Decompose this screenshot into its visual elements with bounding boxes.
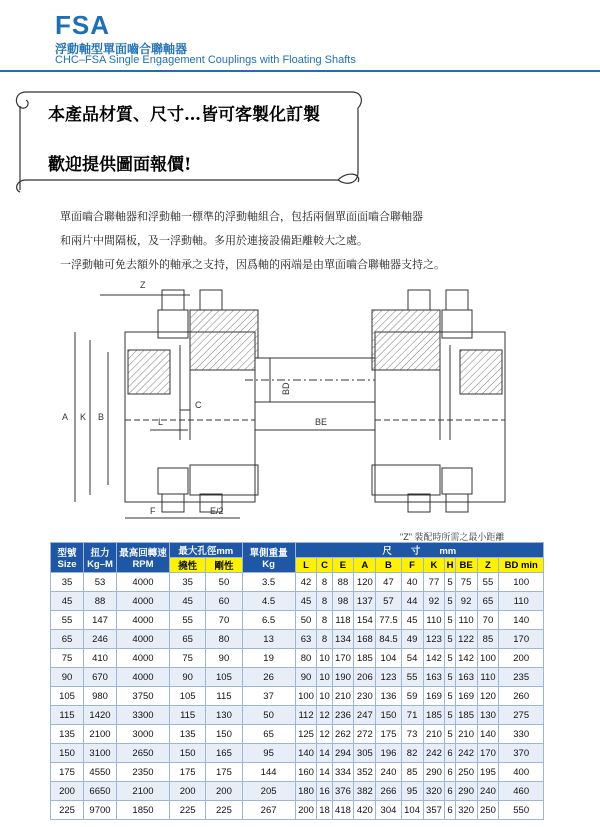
table-row: [51, 725, 544, 744]
table-cell: 4000: [117, 649, 170, 668]
table-cell: 170: [499, 630, 544, 649]
col-dim-bd-min: BD min: [499, 558, 544, 573]
col-dim-f: F: [401, 558, 423, 573]
table-cell: 200: [170, 782, 206, 801]
table-cell: 10: [317, 649, 332, 668]
table-cell: 10: [317, 668, 332, 687]
table-cell: 210: [423, 725, 445, 744]
table-cell: 3000: [117, 725, 170, 744]
table-cell: 240: [376, 763, 401, 782]
table-cell: 185: [354, 649, 376, 668]
table-cell: 4000: [117, 630, 170, 649]
table-cell: 320: [423, 782, 445, 801]
table-row: [51, 763, 544, 782]
dim-label-k: K: [80, 412, 87, 422]
table-cell: 175: [376, 725, 401, 744]
table-cell: 8: [317, 630, 332, 649]
table-cell: 206: [354, 668, 376, 687]
table-cell: 5: [445, 725, 455, 744]
table-cell: 65: [477, 592, 499, 611]
table-cell: 1420: [84, 706, 117, 725]
table-cell: 120: [354, 573, 376, 592]
dim-label-z: Z: [140, 280, 146, 290]
table-cell: 6: [445, 801, 455, 820]
table-row: [51, 630, 544, 649]
table-cell: 163: [455, 668, 477, 687]
table-cell: 85: [401, 763, 423, 782]
col-rpm: 最高回轉速 RPM: [117, 543, 170, 573]
table-row: [51, 801, 544, 820]
table-cell: 118: [332, 611, 354, 630]
table-cell: 260: [499, 687, 544, 706]
table-cell: 50: [206, 573, 242, 592]
table-cell: 250: [477, 801, 499, 820]
catalog-header: [0, 0, 600, 72]
table-cell: 14: [317, 744, 332, 763]
col-weight: 單側重量 Kg: [242, 543, 295, 573]
col-dim-a: A: [354, 558, 376, 573]
table-cell: 230: [354, 687, 376, 706]
table-cell: 2100: [84, 725, 117, 744]
table-cell: 57: [376, 592, 401, 611]
table-cell: 6: [445, 744, 455, 763]
table-cell: 200: [295, 801, 317, 820]
dim-label-l: L: [158, 417, 164, 427]
table-cell: 352: [354, 763, 376, 782]
dim-label-a: A: [62, 412, 69, 422]
table-cell: 320: [455, 801, 477, 820]
col-bore-flex: 撓性: [170, 558, 206, 573]
table-cell: 12: [317, 706, 332, 725]
table-cell: 6: [445, 763, 455, 782]
table-cell: 123: [376, 668, 401, 687]
table-cell: 142: [423, 649, 445, 668]
table-cell: 170: [477, 744, 499, 763]
table-cell: 130: [206, 706, 242, 725]
table-cell: 92: [423, 592, 445, 611]
table-row: [51, 668, 544, 687]
table-cell: 5: [445, 687, 455, 706]
table-cell: 2650: [117, 744, 170, 763]
table-cell: 250: [455, 763, 477, 782]
description-line-1: 單面嚙合聯軸器和浮動軸一標準的浮動軸組合，包括兩個單面面嚙合聯軸器: [60, 211, 423, 223]
table-cell: 136: [376, 687, 401, 706]
dim-label-c: C: [195, 400, 202, 410]
table-cell: 330: [499, 725, 544, 744]
table-cell: 290: [423, 763, 445, 782]
table-cell: 65: [242, 725, 295, 744]
table-cell: 169: [455, 687, 477, 706]
table-cell: 110: [423, 611, 445, 630]
table-cell: 98: [332, 592, 354, 611]
table-cell: 80: [206, 630, 242, 649]
table-row: [51, 744, 544, 763]
table-cell: 50: [295, 611, 317, 630]
table-cell: 1850: [117, 801, 170, 820]
table-cell: 122: [455, 630, 477, 649]
table-cell: 420: [354, 801, 376, 820]
product-title-cn: 浮動軸型單面嚙合聯軸器: [55, 42, 188, 56]
table-cell: 290: [455, 782, 477, 801]
table-cell: 105: [51, 687, 84, 706]
col-dim-z: Z: [477, 558, 499, 573]
table-cell: 160: [295, 763, 317, 782]
table-cell: 70: [206, 611, 242, 630]
table-cell: 4.5: [242, 592, 295, 611]
table-cell: 200: [206, 782, 242, 801]
table-cell: 45: [295, 592, 317, 611]
table-cell: 12: [317, 725, 332, 744]
table-cell: 35: [51, 573, 84, 592]
table-cell: 110: [477, 668, 499, 687]
table-cell: 242: [423, 744, 445, 763]
table-cell: 125: [295, 725, 317, 744]
col-dim-e: E: [332, 558, 354, 573]
col-bore-rigid: 剛性: [206, 558, 242, 573]
table-cell: 18: [317, 801, 332, 820]
table-cell: 55: [51, 611, 84, 630]
table-cell: 13: [242, 630, 295, 649]
table-cell: 262: [332, 725, 354, 744]
table-cell: 14: [317, 763, 332, 782]
table-cell: 37: [242, 687, 295, 706]
table-cell: 44: [401, 592, 423, 611]
quote-notice: 歡迎提供圖面報價!: [48, 155, 192, 175]
table-cell: 110: [499, 592, 544, 611]
table-row: [51, 706, 544, 725]
table-cell: 45: [401, 611, 423, 630]
table-cell: 92: [455, 592, 477, 611]
table-row: [51, 782, 544, 801]
table-cell: 980: [84, 687, 117, 706]
table-cell: 73: [401, 725, 423, 744]
table-cell: 200: [499, 649, 544, 668]
dim-label-b: B: [98, 412, 105, 422]
table-cell: 50: [242, 706, 295, 725]
table-cell: 71: [401, 706, 423, 725]
table-cell: 105: [170, 687, 206, 706]
table-cell: 225: [170, 801, 206, 820]
table-cell: 304: [376, 801, 401, 820]
table-cell: 115: [206, 687, 242, 706]
product-title-en: CHC–FSA Single Engagement Couplings with Floating Shafts: [55, 54, 356, 66]
table-cell: 169: [423, 687, 445, 706]
table-cell: 180: [295, 782, 317, 801]
table-cell: 123: [423, 630, 445, 649]
table-cell: 90: [170, 668, 206, 687]
table-row: [51, 573, 544, 592]
table-cell: 225: [206, 801, 242, 820]
table-cell: 115: [51, 706, 84, 725]
col-dim-be: BE: [455, 558, 477, 573]
table-cell: 163: [423, 668, 445, 687]
col-dim-k: K: [423, 558, 445, 573]
table-cell: 40: [401, 573, 423, 592]
table-cell: 4000: [117, 573, 170, 592]
table-cell: 195: [477, 763, 499, 782]
table-cell: 90: [206, 649, 242, 668]
table-cell: 65: [51, 630, 84, 649]
table-cell: 65: [170, 630, 206, 649]
table-cell: 235: [499, 668, 544, 687]
table-cell: 175: [206, 763, 242, 782]
table-cell: 130: [477, 706, 499, 725]
table-cell: 120: [477, 687, 499, 706]
table-cell: 5: [445, 592, 455, 611]
table-cell: 154: [354, 611, 376, 630]
table-cell: 8: [317, 592, 332, 611]
dim-label-be: BE: [315, 417, 328, 427]
table-cell: 400: [499, 763, 544, 782]
table-cell: 460: [499, 782, 544, 801]
table-cell: 267: [242, 801, 295, 820]
table-cell: 35: [170, 573, 206, 592]
table-cell: 42: [295, 573, 317, 592]
table-cell: 2100: [117, 782, 170, 801]
custom-order-notice: 本產品材質、尺寸…皆可客製化訂製: [48, 105, 320, 125]
table-cell: 53: [84, 573, 117, 592]
table-cell: 8: [317, 573, 332, 592]
dim-label-f: F: [150, 506, 156, 516]
table-cell: 6: [445, 782, 455, 801]
table-cell: 100: [499, 573, 544, 592]
table-cell: 3750: [117, 687, 170, 706]
table-cell: 142: [455, 649, 477, 668]
table-cell: 4550: [84, 763, 117, 782]
table-cell: 246: [84, 630, 117, 649]
description-line-2: 和兩片中間隔板，及一浮動軸。多用於連接設備距離較大之處。: [60, 235, 368, 247]
col-dim-b: B: [376, 558, 401, 573]
z-dimension-note: "Z" 裝配時所需之最小距離: [400, 532, 505, 542]
table-cell: 90: [51, 668, 84, 687]
table-cell: 294: [332, 744, 354, 763]
table-cell: 550: [499, 801, 544, 820]
table-cell: 105: [206, 668, 242, 687]
col-dimensions: 尺 寸 mm: [295, 543, 543, 558]
table-cell: 144: [242, 763, 295, 782]
table-cell: 90: [295, 668, 317, 687]
table-cell: 104: [401, 801, 423, 820]
table-cell: 175: [51, 763, 84, 782]
table-cell: 150: [170, 744, 206, 763]
col-dim-c: C: [317, 558, 332, 573]
table-cell: 150: [51, 744, 84, 763]
table-cell: 104: [376, 649, 401, 668]
dim-label-e2: E/2: [210, 506, 224, 516]
table-row: [51, 592, 544, 611]
table-cell: 240: [477, 782, 499, 801]
table-cell: 75: [170, 649, 206, 668]
table-cell: 247: [354, 706, 376, 725]
table-cell: 80: [295, 649, 317, 668]
table-cell: 95: [401, 782, 423, 801]
table-row: [51, 649, 544, 668]
table-cell: 376: [332, 782, 354, 801]
table-cell: 185: [423, 706, 445, 725]
table-cell: 3100: [84, 744, 117, 763]
table-cell: 4000: [117, 592, 170, 611]
table-cell: 357: [423, 801, 445, 820]
table-cell: 185: [455, 706, 477, 725]
table-cell: 45: [170, 592, 206, 611]
table-cell: 60: [206, 592, 242, 611]
table-cell: 77: [423, 573, 445, 592]
table-cell: 150: [376, 706, 401, 725]
table-cell: 5: [445, 668, 455, 687]
table-cell: 5: [445, 706, 455, 725]
table-cell: 75: [455, 573, 477, 592]
table-cell: 140: [295, 744, 317, 763]
table-cell: 168: [354, 630, 376, 649]
table-cell: 6650: [84, 782, 117, 801]
table-cell: 55: [401, 668, 423, 687]
table-cell: 5: [445, 573, 455, 592]
col-size: 型號 Size: [51, 543, 84, 573]
table-cell: 70: [477, 611, 499, 630]
table-cell: 3300: [117, 706, 170, 725]
table-cell: 9700: [84, 801, 117, 820]
table-cell: 305: [354, 744, 376, 763]
table-cell: 236: [332, 706, 354, 725]
table-cell: 6.5: [242, 611, 295, 630]
product-code: FSA: [55, 10, 110, 40]
table-row: [51, 611, 544, 630]
table-cell: 112: [295, 706, 317, 725]
table-cell: 190: [332, 668, 354, 687]
table-cell: 49: [401, 630, 423, 649]
table-cell: 2350: [117, 763, 170, 782]
table-cell: 334: [332, 763, 354, 782]
table-cell: 140: [477, 725, 499, 744]
table-cell: 5: [445, 649, 455, 668]
col-dim-l: L: [295, 558, 317, 573]
table-cell: 410: [84, 649, 117, 668]
col-bore: 最大孔徑mm: [170, 543, 243, 558]
table-cell: 95: [242, 744, 295, 763]
table-cell: 88: [84, 592, 117, 611]
table-cell: 110: [455, 611, 477, 630]
table-cell: 55: [170, 611, 206, 630]
table-cell: 4000: [117, 668, 170, 687]
table-cell: 54: [401, 649, 423, 668]
table-cell: 370: [499, 744, 544, 763]
table-cell: 55: [477, 573, 499, 592]
table-cell: 140: [499, 611, 544, 630]
table-cell: 115: [170, 706, 206, 725]
table-cell: 135: [170, 725, 206, 744]
table-cell: 670: [84, 668, 117, 687]
table-cell: 45: [51, 592, 84, 611]
table-cell: 16: [317, 782, 332, 801]
table-cell: 84.5: [376, 630, 401, 649]
table-cell: 170: [332, 649, 354, 668]
table-cell: 82: [401, 744, 423, 763]
specification-table: [50, 542, 544, 820]
table-cell: 210: [455, 725, 477, 744]
table-cell: 272: [354, 725, 376, 744]
table-cell: 150: [206, 725, 242, 744]
table-cell: 26: [242, 668, 295, 687]
coupling-drawing: [40, 270, 560, 540]
table-cell: 4000: [117, 611, 170, 630]
table-cell: 5: [445, 630, 455, 649]
table-cell: 137: [354, 592, 376, 611]
col-dim-h: H: [446, 559, 454, 571]
table-cell: 59: [401, 687, 423, 706]
table-cell: 8: [317, 611, 332, 630]
header-divider: [0, 70, 600, 72]
table-cell: 382: [354, 782, 376, 801]
table-cell: 196: [376, 744, 401, 763]
table-row: [51, 687, 544, 706]
description-line-3: 一浮動軸可免去額外的軸承之支持，因爲軸的兩端是由單面嚙合聯軸器支持之。: [60, 259, 445, 271]
table-cell: 205: [242, 782, 295, 801]
table-cell: 75: [51, 649, 84, 668]
table-cell: 147: [84, 611, 117, 630]
table-cell: 165: [206, 744, 242, 763]
table-cell: 135: [51, 725, 84, 744]
table-cell: 242: [455, 744, 477, 763]
dim-label-bd: BD: [281, 382, 291, 395]
table-cell: 275: [499, 706, 544, 725]
table-cell: 10: [317, 687, 332, 706]
table-cell: 100: [477, 649, 499, 668]
table-cell: 63: [295, 630, 317, 649]
table-cell: 100: [295, 687, 317, 706]
table-cell: 5: [445, 611, 455, 630]
coupling-section-icon: [40, 270, 560, 535]
table-cell: 19: [242, 649, 295, 668]
table-cell: 200: [51, 782, 84, 801]
table-cell: 266: [376, 782, 401, 801]
table-cell: 418: [332, 801, 354, 820]
table-cell: 3.5: [242, 573, 295, 592]
col-torque: 扭力 Kg–M: [84, 543, 117, 573]
table-cell: 47: [376, 573, 401, 592]
table-cell: 85: [477, 630, 499, 649]
table-cell: 210: [332, 687, 354, 706]
table-cell: 134: [332, 630, 354, 649]
table-cell: 175: [170, 763, 206, 782]
table-cell: 88: [332, 573, 354, 592]
table-cell: 225: [51, 801, 84, 820]
table-cell: 77.5: [376, 611, 401, 630]
